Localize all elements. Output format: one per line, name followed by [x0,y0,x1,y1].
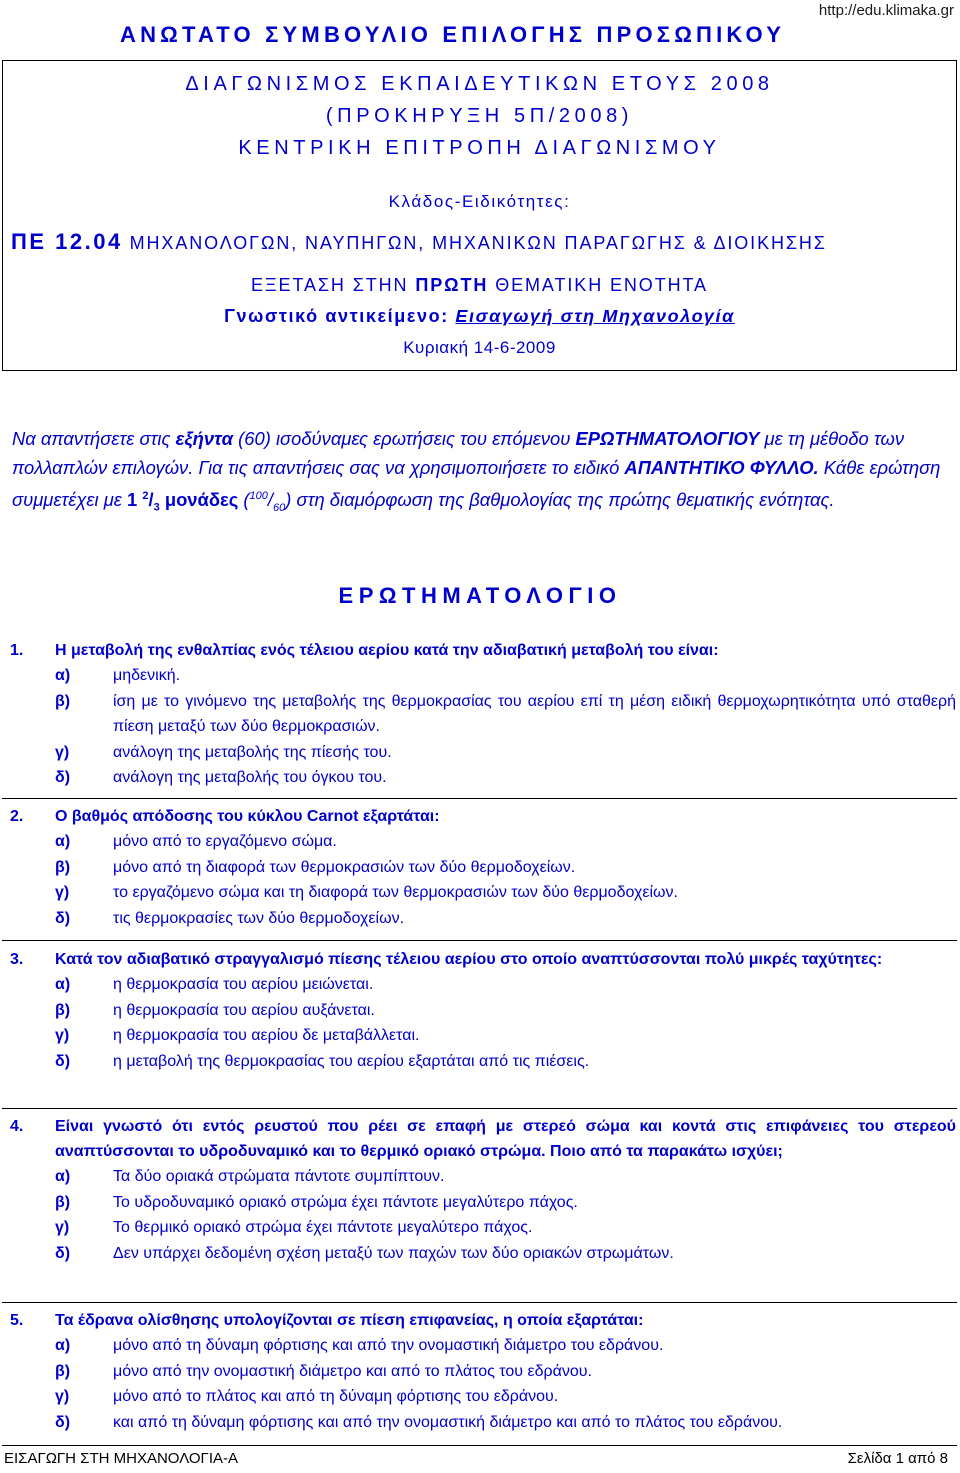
units-numerator: 2 [142,490,149,502]
option-text: μόνο από τη διαφορά των θερμοκρασιών των δύο θερμοδοχείων. [113,858,576,876]
page-number: Σελίδα 1 από 8 [847,1450,948,1467]
answer-option[interactable] [10,1410,956,1436]
option-letter: δ) [55,769,71,786]
answer-option[interactable] [10,880,956,906]
option-letter: β) [55,858,71,876]
option-text: Τα δύο οριακά στρώματα πάντοτε συμπίπτουν. [113,1168,445,1185]
option-letter: δ) [55,1052,71,1070]
option-text: τις θερμοκρασίες των δύο θερμοδοχείων. [113,909,405,927]
question-2 [10,804,956,931]
option-letter: α) [55,1337,71,1354]
subject-name: Εισαγωγή στη Μηχανολογία [455,306,735,326]
instr-paren-open: ( [238,489,250,511]
question-divider [2,1108,957,1109]
option-letter: α) [55,976,71,993]
answer-option[interactable] [10,663,956,689]
answer-option[interactable] [10,1333,956,1359]
instr-text-1: Να απαντήσετε στις [12,428,176,449]
instr-text-2: (60) ισοδύναμες ερωτήσεις του επόμενου [233,428,576,449]
answer-option[interactable] [10,855,956,881]
fraction-denominator: 60 [273,501,286,514]
question-text: Η μεταβολή της ενθαλπίας ενός τέλειου αερίου κατά την αδιαβατική μεταβολή του είναι: [55,642,719,659]
instr-bold-1: εξήντα [175,428,234,449]
question-text: Είναι γνωστό ότι εντός ρευστού που ρέει σε επαφή με στερεό σώμα και κοντά στις επιφάνειες του στερεού αναπτύσσονται το υδροδυναμικό και το θερμικό οριακό στρώμα. Ποιο από τα παρακάτω ισχύει; [55,1118,956,1160]
option-text: ανάλογη της μεταβολής της πίεσής του. [113,743,392,761]
units-denominator: 3 [153,501,160,514]
instr-text-4: Κάθε ερώτηση συμμετέχει με [12,456,941,511]
question-stem [10,1308,956,1333]
answer-option[interactable] [10,1241,956,1267]
option-letter: β) [55,1193,71,1211]
branch-code: ΠΕ 12.04 [11,229,123,254]
option-letter: δ) [55,1244,71,1262]
option-text: η θερμοκρασία του αερίου αυξάνεται. [113,1001,375,1019]
question-4 [10,1114,956,1266]
question-divider [2,1302,957,1303]
subject-label: Γνωστικό αντικείμενο: [224,306,449,326]
question-stem [10,638,956,663]
option-text: η θερμοκρασία του αερίου δε μεταβάλλεται. [113,1027,420,1044]
option-text: μόνο από την ονομαστική διάμετρο και από το πλάτος του εδράνου. [113,1362,592,1380]
branch-line [11,229,827,255]
option-text: μόνο από το εργαζόμενο σώμα. [113,833,337,850]
answer-option[interactable] [10,1190,956,1216]
option-letter: γ) [55,1219,70,1236]
answer-option[interactable] [10,1023,956,1049]
announcement-ref: (ΠΡΟΚΗΡΥΞΗ 5Π/2008) [325,105,634,127]
answer-option[interactable] [10,1164,956,1190]
exam-date: Κυριακή 14-6-2009 [403,338,556,357]
organization-title: ΑΝΩΤΑΤΟ ΣΥΜΒΟΥΛΙΟ ΕΠΙΛΟΓΗΣ ΠΡΟΣΩΠΙΚΟΥ [120,22,786,47]
question-text: Κατά τον αδιαβατικό στραγγαλισμό πίεσης τέλειου αερίου στο οποίο αναπτύσσονται πολύ μικρές ταχύτητες: [55,951,883,968]
option-letter: γ) [55,1388,70,1405]
branch-label: Κλάδος-Ειδικότητες: [388,192,571,211]
option-text: το εργαζόμενο σώμα και τη διαφορά των θερμοκρασιών των δύο θερμοδοχείων. [113,884,678,901]
answer-option[interactable] [10,689,956,740]
option-letter: γ) [55,884,70,901]
answer-option[interactable] [10,765,956,791]
question-3 [10,947,956,1074]
subject-line [3,306,956,327]
option-text: μηδενική. [113,667,181,684]
answer-option[interactable] [10,740,956,766]
answer-option[interactable] [10,1359,956,1385]
exam-suffix: ΘΕΜΑΤΙΚΗ ΕΝΟΤΗΤΑ [495,275,708,295]
committee-title: ΚΕΝΤΡΙΚΗ ΕΠΙΤΡΟΠΗ ΔΙΑΓΩΝΙΣΜΟΥ [238,137,721,159]
questionnaire-title: ΕΡΩΤΗΜΑΤΟΛΟΓΙΟ [338,583,622,608]
competition-title: ΔΙΑΓΩΝΙΣΜΟΣ ΕΚΠΑΙΔΕΥΤΙΚΩΝ ΕΤΟΥΣ 2008 [185,73,774,95]
option-letter: β) [55,692,71,710]
option-text: Δεν υπάρχει δεδομένη σχέση μεταξύ των παχών των δύο οριακών στρωμάτων. [113,1244,674,1262]
instr-bold-3: ΑΠΑΝΤΗΤΙΚΟ ΦΥΛΛΟ. [624,456,819,478]
option-letter: γ) [55,1027,70,1044]
option-text: ανάλογη της μεταβολής του όγκου του. [113,769,387,786]
answer-option[interactable] [10,1049,956,1075]
option-letter: α) [55,833,71,850]
option-text: η θερμοκρασία του αερίου μειώνεται. [113,976,374,993]
question-divider [2,798,957,799]
option-text: μόνο από τη δύναμη φόρτισης και από την ονομαστική διάμετρο του εδράνου. [113,1337,664,1354]
answer-option[interactable] [10,829,956,855]
instr-text-5: ) στη διαμόρφωση της βαθμολογίας της πρώτης θεματικής ενότητας. [285,489,835,511]
answer-option[interactable] [10,998,956,1024]
footer-divider [2,1445,957,1446]
option-letter: α) [55,667,71,684]
exam-header-box [2,60,957,371]
option-text: και από τη δύναμη φόρτισης και από την ονομαστική διάμετρο και από το πλάτος του εδράνου. [113,1413,783,1431]
answer-option[interactable] [10,906,956,932]
question-divider [2,940,957,941]
branch-names: ΜΗΧΑΝΟΛΟΓΩΝ, ΝΑΥΠΗΓΩΝ, ΜΗΧΑΝΙΚΩΝ ΠΑΡΑΓΩΓΗΣ & ΔΙΟΙΚΗΣΗΣ [129,233,827,253]
question-text: Τα έδρανα ολίσθησης υπολογίζονται σε πίεση επιφανείας, η οποία εξαρτάται: [55,1312,644,1329]
question-text: Ο βαθμός απόδοσης του κύκλου Carnot εξαρτάται: [55,808,440,825]
instr-units: 1 $^2/_3$ μονάδες [126,489,239,514]
question-number: 1. [10,642,24,659]
instr-text-3: με τη μέθοδο των πολλαπλών επιλογών. Για τις απαντήσεις σας να χρησιμοποιήσετε το ειδικό [12,428,905,478]
question-stem [10,1114,956,1164]
option-letter: γ) [55,743,70,761]
option-text: μόνο από το πλάτος και από τη δύναμη φόρτισης του εδράνου. [113,1388,559,1405]
exam-prefix: ΕΞΕΤΑΣΗ ΣΤΗΝ [251,275,409,295]
units-word: μονάδες [159,489,239,511]
option-text: ίση με το γινόμενο της μεταβολής της θερμοκρασίας του αερίου επί τη μέση ειδική θερμοχωρητικότητα υπό σταθερή πίεση μεταξύ των δύο θερμοκρασιών. [113,692,956,735]
instr-bold-2: ΕΡΩΤΗΜΑΤΟΛΟΓΙΟΥ [575,428,760,449]
footer-subject: ΕΙΣΑΓΩΓΗ ΣΤΗ ΜΗΧΑΝΟΛΟΓΙΑ-Α [4,1450,238,1467]
question-5 [10,1308,956,1435]
question-stem [10,804,956,829]
exam-unit-ordinal: ΠΡΩΤΗ [415,275,489,295]
option-text: Το θερμικό οριακό στρώμα έχει πάντοτε μεγαλύτερο πάχος. [113,1219,533,1236]
question-number: 3. [10,951,24,968]
option-letter: δ) [55,909,71,927]
exam-instructions: Να απαντήσετε στις εξήντα (60) ισοδύναμες ερωτήσεις του επόμενου ΕΡΩΤΗΜΑΤΟΛΟΓΙΟΥ με τη μέθοδο των πολλαπλών επιλογών. Για τις απαντήσεις σας να χρησιμοποιήσετε το ειδικό ΑΠΑΝΤΗΤΙΚΟ ΦΥΛΛΟ. Κάθε ερώτηση συμμετέχει με 1 $^2/_3$ μονάδες $(^{100}/_{60})$ στη διαμόρφωση της βαθμολογίας της πρώτης θεματικής ενότητας. [12,428,941,514]
option-letter: β) [55,1362,71,1380]
question-1 [10,638,956,791]
source-url[interactable]: http://edu.klimaka.gr [818,2,954,19]
option-text: η μεταβολή της θερμοκρασίας του αερίου εξαρτάται από τις πιέσεις. [113,1052,590,1070]
units-whole: 1 [126,489,143,511]
option-letter: β) [55,1001,71,1019]
question-number: 2. [10,808,24,825]
fraction-numerator: 100 [249,490,268,502]
option-text: Το υδροδυναμικό οριακό στρώμα έχει πάντοτε μεγαλύτερο πάχος. [113,1193,578,1211]
answer-option[interactable] [10,1384,956,1410]
exam-unit-line [3,275,956,296]
option-letter: δ) [55,1413,71,1431]
question-number: 4. [10,1118,24,1135]
question-stem [10,947,956,972]
answer-option[interactable] [10,972,956,998]
option-letter: α) [55,1168,71,1185]
question-number: 5. [10,1312,24,1329]
answer-option[interactable] [10,1215,956,1241]
